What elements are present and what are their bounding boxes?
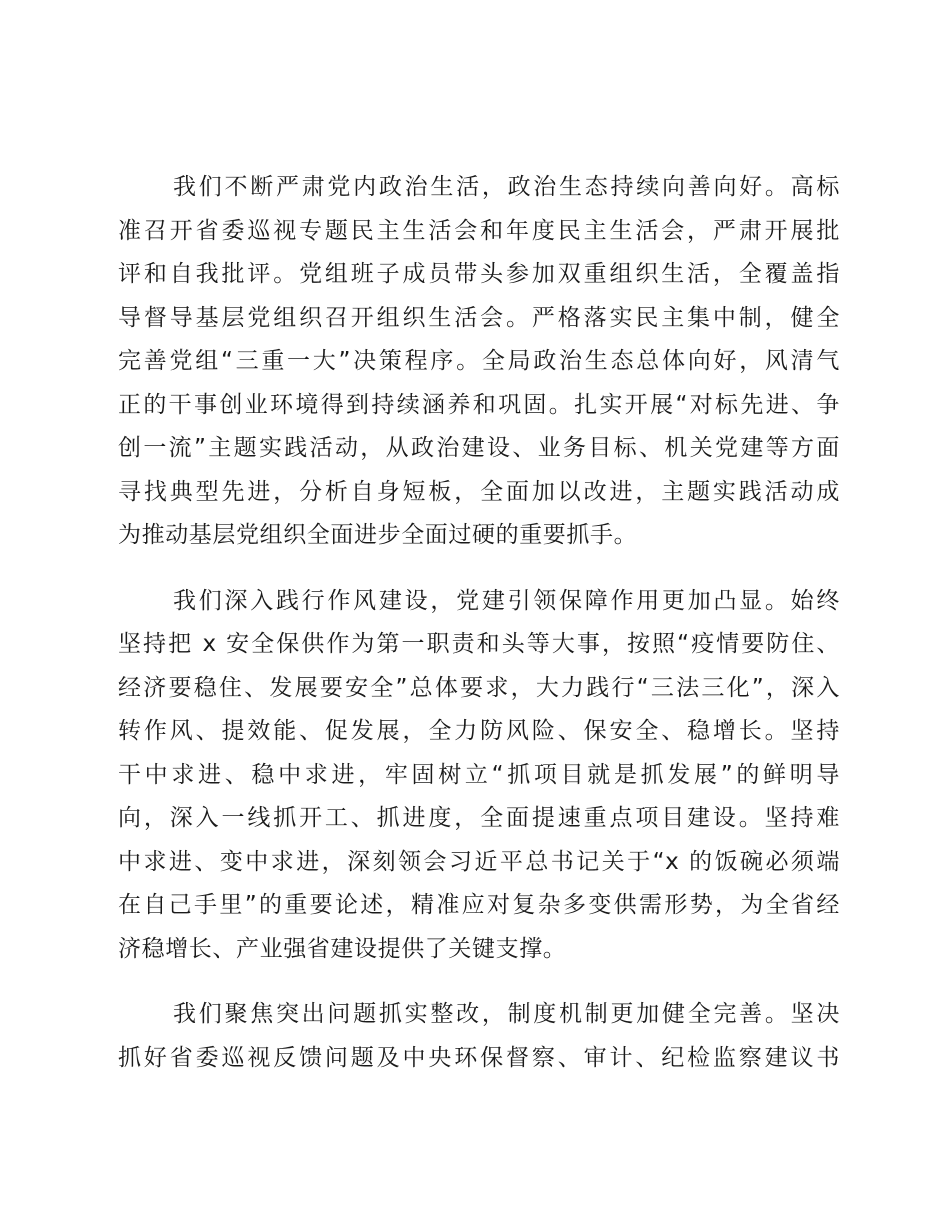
text-line: 经济要稳住、发展要安全”总体要求，大力践行“三法三化”，深入 <box>118 674 840 701</box>
paragraph-political-life <box>118 166 840 558</box>
text-line: 向，深入一线抓开工、抓进度，全面提速重点项目建设。坚持难 <box>118 805 840 831</box>
text-line: 创一流”主题实践活动，从政治建设、业务目标、机关党建等方面 <box>118 435 840 461</box>
text-line: 在自己手里”的重要论述，精准应对复杂多变供需形势，为全省经 <box>118 892 840 918</box>
document-body <box>118 166 840 1102</box>
text-line: 中求进、变中求进，深刻领会习近平总书记关于“x 的饭碗必须端 <box>118 848 840 875</box>
text-line: 完善党组“三重一大”决策程序。全局政治生态总体向好，风清气 <box>118 348 840 374</box>
text-line: 转作风、提效能、促发展，全力防风险、保安全、稳增长。坚持 <box>118 718 840 744</box>
text-line: 我们不断严肃党内政治生活，政治生态持续向善向好。高标 <box>173 174 840 200</box>
text-line: 正的干事创业环境得到持续涵养和巩固。扎实开展“对标先进、争 <box>118 391 840 418</box>
text-line: 坚持把 x 安全保供作为第一职责和头等大事，按照“疫情要防住、 <box>118 631 840 657</box>
text-line: 为推动基层党组织全面进步全面过硬的重要抓手。 <box>118 522 638 548</box>
text-line: 寻找典型先进，分析自身短板，全面加以改进，主题实践活动成 <box>118 478 840 505</box>
text-line: 干中求进、稳中求进，牢固树立“抓项目就是抓发展”的鲜明导 <box>118 761 840 788</box>
text-line: 评和自我批评。党组班子成员带头参加双重组织生活，全覆盖指 <box>118 261 840 287</box>
paragraph-work-style <box>118 580 840 972</box>
text-line: 我们深入践行作风建设，党建引领保障作用更加凸显。始终 <box>173 587 840 614</box>
text-line: 抓好省委巡视反馈问题及中央环保督察、审计、纪检监察建议书 <box>118 1044 840 1071</box>
text-line: 济稳增长、产业强省建设提供了关键支撑。 <box>118 935 567 962</box>
text-line: 准召开省委巡视专题民主生活会和年度民主生活会，严肃开展批 <box>118 217 840 244</box>
paragraph-rectification <box>118 993 840 1080</box>
text-line: 导督导基层党组织召开组织生活会。严格落实民主集中制，健全 <box>118 304 840 331</box>
text-line: 我们聚焦突出问题抓实整改，制度机制更加健全完善。坚决 <box>173 1001 840 1027</box>
